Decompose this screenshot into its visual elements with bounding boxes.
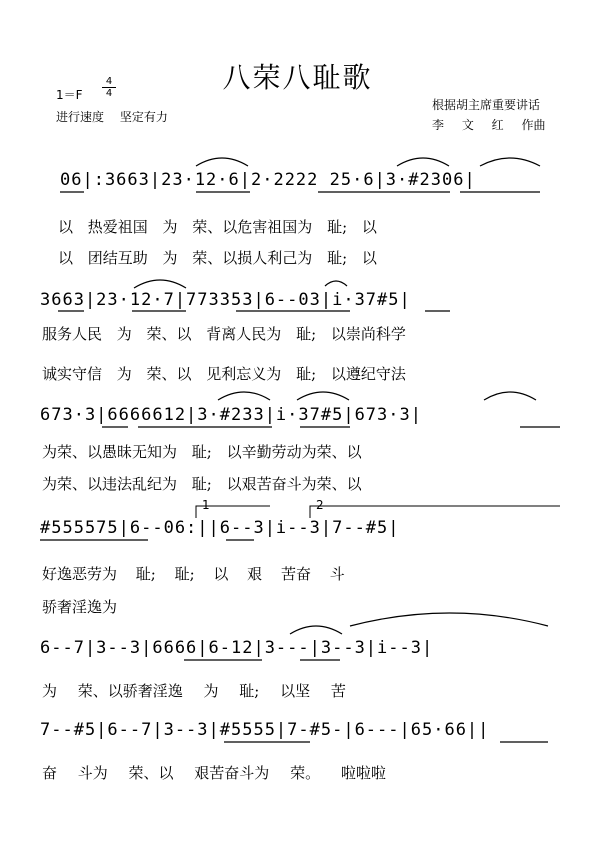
notation-line-5: 6--7|3--3|6666|6-12|3---|3--3|i--3|: [40, 638, 434, 658]
lyric-line-2b: 诚实守信 为 荣、以 见利忘义为 耻; 以遵纪守法: [42, 365, 406, 383]
slur-mark: [397, 158, 449, 166]
lyric-line-1b: 以 团结互助 为 荣、以损人利己为 耻; 以: [58, 249, 377, 267]
slur-mark: [484, 392, 536, 400]
notation-line-6: 7--#5|6--7|3--3|#5555|7-#5-|6---|65·66||: [40, 720, 490, 740]
page-title: 八荣八耻歌: [222, 61, 373, 94]
notation-line-2: 3663|23·12·7|773353|6--03|i·37#5|: [40, 290, 411, 310]
volta-2-label: 2: [316, 498, 324, 512]
lyric-line-6: 奋 斗为 荣、以 艰苦奋斗为 荣。 啦啦啦: [42, 764, 386, 782]
lyric-line-3b: 为荣、以违法乱纪为 耻; 以艰苦奋斗为荣、以: [42, 475, 362, 493]
credit-basis: 根据胡主席重要讲话: [432, 98, 541, 112]
slur-mark: [290, 626, 342, 634]
underline-marks: [40, 192, 560, 742]
slur-mark: [350, 613, 548, 626]
slur-mark: [218, 392, 270, 400]
credit-author: 李 文 红 作曲: [432, 118, 546, 132]
lyric-line-4a: 好逸恶劳为 耻; 耻; 以 艰 苦奋 斗: [42, 565, 345, 583]
slur-mark: [325, 281, 347, 286]
lyric-line-4b: 骄奢淫逸为: [42, 598, 118, 616]
notation-line-4: #555575|6--06:||6--3|i--3|7--#5|: [40, 518, 400, 538]
volta-brackets: [196, 506, 560, 518]
lyric-line-5: 为 荣、以骄奢淫逸 为 耻; 以坚 苦: [42, 682, 346, 700]
key-signature: 1＝F: [56, 88, 83, 102]
volta-2-bracket: [310, 506, 560, 518]
meter-bottom: 4: [102, 87, 116, 99]
lyric-line-3a: 为荣、以愚昧无知为 耻; 以辛勤劳动为荣、以: [42, 443, 362, 461]
tempo-marking: 进行速度 坚定有力: [56, 110, 168, 124]
volta-1-label: 1: [202, 498, 210, 512]
slur-mark: [297, 392, 349, 400]
slur-mark: [134, 280, 186, 288]
slur-mark: [480, 158, 540, 166]
notation-line-3: 673·3|6666612|3·#233|i·37#5|673·3|: [40, 405, 422, 425]
slur-mark: [196, 158, 248, 166]
lyric-line-2a: 服务人民 为 荣、以 背离人民为 耻; 以崇尚科学: [42, 325, 406, 343]
meter-top: 4: [105, 76, 113, 87]
time-signature: [102, 76, 116, 99]
notation-line-1: 06|:3663|23·12·6|2·2222 25·6|3·#2306|: [60, 170, 476, 190]
lyric-line-1a: 以 热爱祖国 为 荣、以危害祖国为 耻; 以: [58, 218, 377, 236]
